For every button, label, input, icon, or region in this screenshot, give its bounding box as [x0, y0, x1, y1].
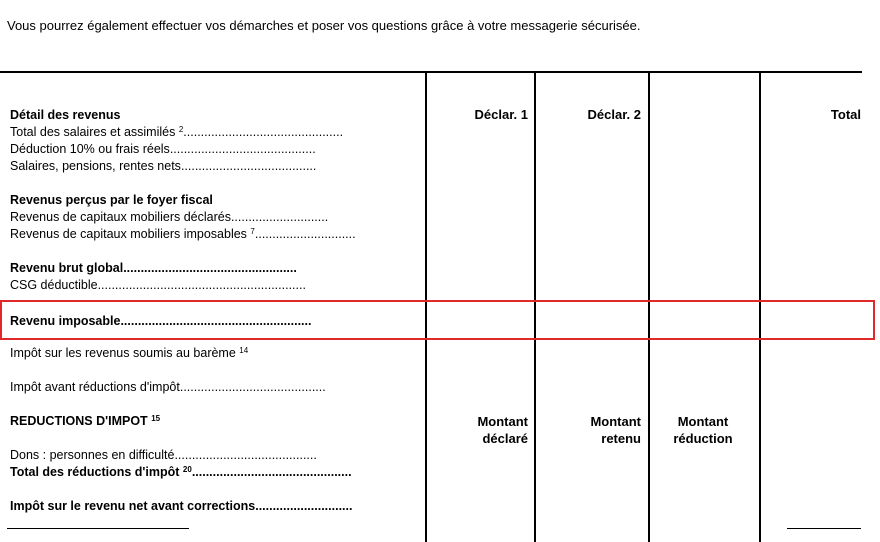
header-montant-retenu: Montant retenu — [590, 414, 641, 446]
row-impot-bareme: Impôt sur les revenus soumis au barème $^{14}$ — [10, 346, 249, 360]
row-rcm-imposables: Revenus de capitaux mobiliers imposables $^7$............................. — [10, 227, 356, 241]
header-total: Total — [830, 107, 861, 122]
section-title-detail: Détail des revenus — [10, 108, 121, 122]
row-rcm-declares: Revenus de capitaux mobiliers déclarés............................ — [10, 210, 329, 224]
header-declar-1: Déclar. 1 — [474, 107, 528, 122]
header-declar-2: Déclar. 2 — [587, 107, 641, 122]
row-dons-difficulte: Dons : personnes en difficulté......................................... — [10, 448, 317, 462]
row-total-reductions: Total des réductions d'impôt $^{20}$.............................................. — [10, 465, 352, 479]
row-revenu-imposable: Revenu imposable....................................................... — [10, 314, 312, 328]
intro-text: Vous pourrez également effectuer vos démarches et poser vos questions grâce à votre messagerie sécurisée. — [7, 18, 641, 33]
bottom-rule-left — [7, 528, 189, 529]
header-montant-reduction: Montant réduction — [673, 414, 733, 446]
section-title-brut: Revenu brut global.................................................. — [10, 261, 297, 275]
bottom-rule-right — [787, 528, 861, 529]
row-impot-net: Impôt sur le revenu net avant corrections............................ — [10, 499, 353, 513]
header-montant-declare: Montant déclaré — [477, 414, 528, 446]
row-impot-avant-reductions: Impôt avant réductions d'impôt.......................................... — [10, 380, 326, 394]
section-title-foyer: Revenus perçus par le foyer fiscal — [10, 193, 213, 207]
row-total-salaires: Total des salaires et assimilés $^2$.............................................. — [10, 125, 344, 139]
section-title-reductions: REDUCTIONS D'IMPOT $^{15}$ — [10, 414, 161, 428]
row-deduction-frais: Déduction 10% ou frais réels.......................................... — [10, 142, 316, 156]
table-top-rule — [0, 71, 862, 73]
row-csg-deductible: CSG déductible............................................................ — [10, 278, 306, 292]
row-salaires-nets: Salaires, pensions, rentes nets....................................... — [10, 159, 317, 173]
